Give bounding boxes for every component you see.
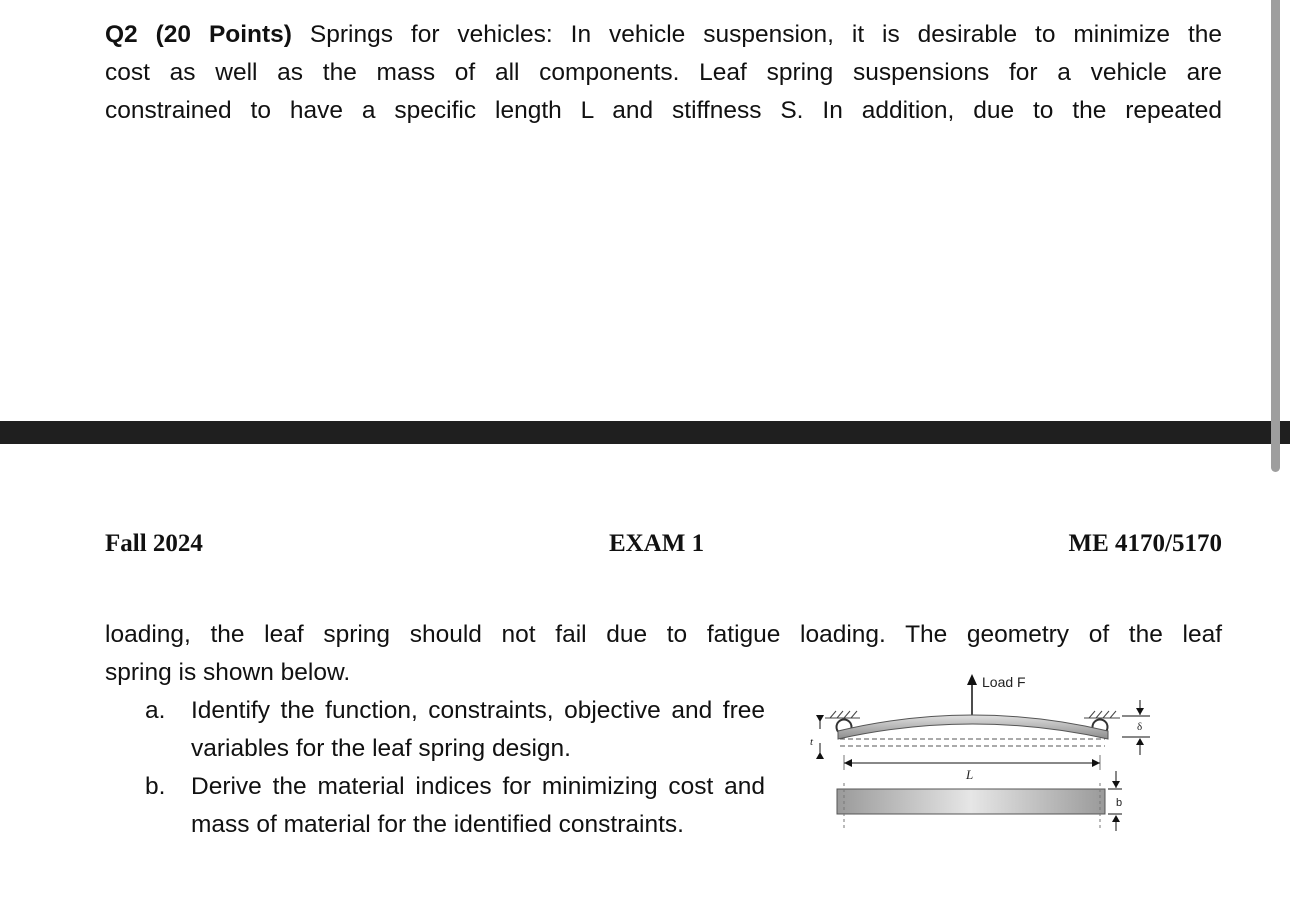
question-paragraph xyxy=(105,16,1222,130)
spring-plan-view xyxy=(837,789,1105,814)
thickness-dimension xyxy=(816,715,824,759)
list-marker: a. xyxy=(145,697,166,724)
task-list xyxy=(145,692,765,844)
header-exam: EXAM 1 xyxy=(609,530,705,557)
list-item xyxy=(145,768,765,844)
question-line-1: Q2 (20 Points) Springs for vehicles: In vehicle suspension, it is desirable to minimize the xyxy=(105,21,1222,48)
deflection-label: δ xyxy=(1137,721,1143,733)
length-label: L xyxy=(966,767,974,782)
question-line-3: constrained to have a specific length L and stiffness S. In addition, due to the repeated xyxy=(105,97,1222,124)
load-arrow xyxy=(967,674,977,717)
leaf-spring-figure xyxy=(800,665,1160,840)
continuation-line-1: loading, the leaf spring should not fail due to fatigue loading. The geometry of the leaf xyxy=(105,621,1222,648)
scrollbar[interactable] xyxy=(1271,0,1280,472)
deflection-dimension xyxy=(1122,700,1150,755)
header-term: Fall 2024 xyxy=(105,530,203,557)
leaf-spring xyxy=(838,715,1108,739)
continuation-line-2: spring is shown below. xyxy=(105,659,351,686)
page-break-divider xyxy=(0,421,1290,444)
list-marker: b. xyxy=(145,773,166,800)
page-header xyxy=(105,530,1222,566)
header-course: ME 4170/5170 xyxy=(1068,530,1222,557)
question-label: Q2 (20 Points) xyxy=(105,21,292,48)
thickness-label: t xyxy=(810,736,814,748)
list-item xyxy=(145,692,765,768)
question-line-2: cost as well as the mass of all components. Leaf spring suspensions for a vehicle are xyxy=(105,59,1222,86)
list-item-text: Identify the function, constraints, objective and free variables for the leaf spring design. xyxy=(191,697,765,762)
list-item-text: Derive the material indices for minimizing cost and mass of material for the identified constraints. xyxy=(191,773,765,838)
width-label: b xyxy=(1116,797,1123,809)
load-label: Load F xyxy=(982,674,1026,690)
